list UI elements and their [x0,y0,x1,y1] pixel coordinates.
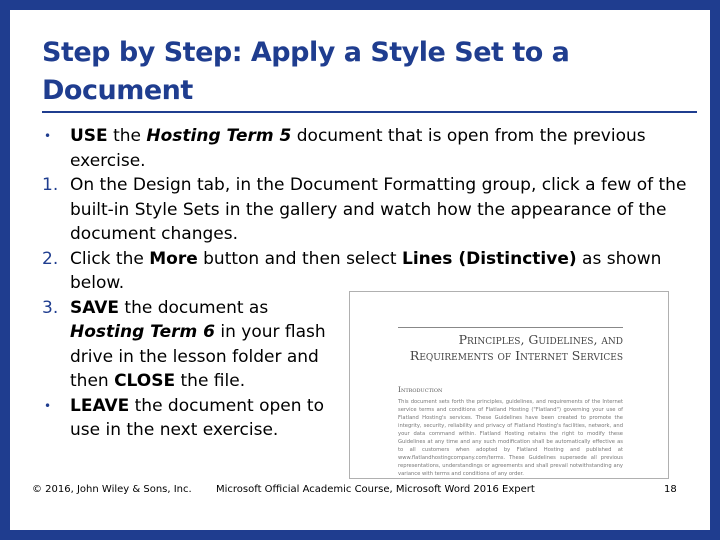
slide-title: Step by Step: Apply a Style Set to a Document [42,37,570,106]
step-text: LEAVE the document open to use in the next exercise. [70,395,324,440]
slide [10,10,710,530]
footer-course: Microsoft Official Academic Course, Microsoft Word 2016 Expert [216,484,535,495]
step-text: SAVE the document as Hosting Term 6 in your flash drive in the lesson folder and then CLOSE the file. [70,297,326,391]
step-marker: • [44,398,52,413]
preview-body-text: This document sets forth the principles, guidelines, and requirements of the Internet service terms and conditions of Flatland Hosting ("Flatland") governing your use of Flatland Hosting's services. These Guidelines have been created to promote the integrity, security, reliability and privacy of Flatland Hosting's facilities, network, and your data command within. Flatland Hosting retains the right to modify these Guidelines at any time and any such modification shall be automatically effective as to all customers when adopted by Flatland Hosting and published at www.flatlandhostingcompany.com/terms. These Guidelines supersede all previous representations, understandings or agreements and shall prevail notwithstanding any variance with terms and conditions of any order. [398,399,623,477]
step-text: Click the More button and then select Lines (Distinctive) as shown below. [70,248,662,293]
document-preview-image [349,291,669,479]
step-item [42,124,687,173]
step-marker: • [44,129,52,143]
step-item [42,173,687,247]
footer-copyright: © 2016, John Wiley & Sons, Inc. [32,484,192,495]
footer-page-number: 18 [664,484,677,495]
preview-intro-label: Introduction [398,385,443,394]
step-marker: 3. [42,297,59,318]
step-text: On the Design tab, in the Document Formatting group, click a few of the built-in Style Sets in the gallery and watch how the appearance of the document changes. [70,175,687,244]
step-item [42,247,687,296]
step-marker: 2. [42,248,59,269]
title-divider [42,111,697,113]
preview-heading: Principles, Guidelines, and Requirements of Internet Services [409,332,623,363]
step-text: USE the Hosting Term 5 document that is open from the previous exercise. [70,126,646,171]
preview-rule [398,327,623,328]
step-marker: 1. [42,175,59,195]
